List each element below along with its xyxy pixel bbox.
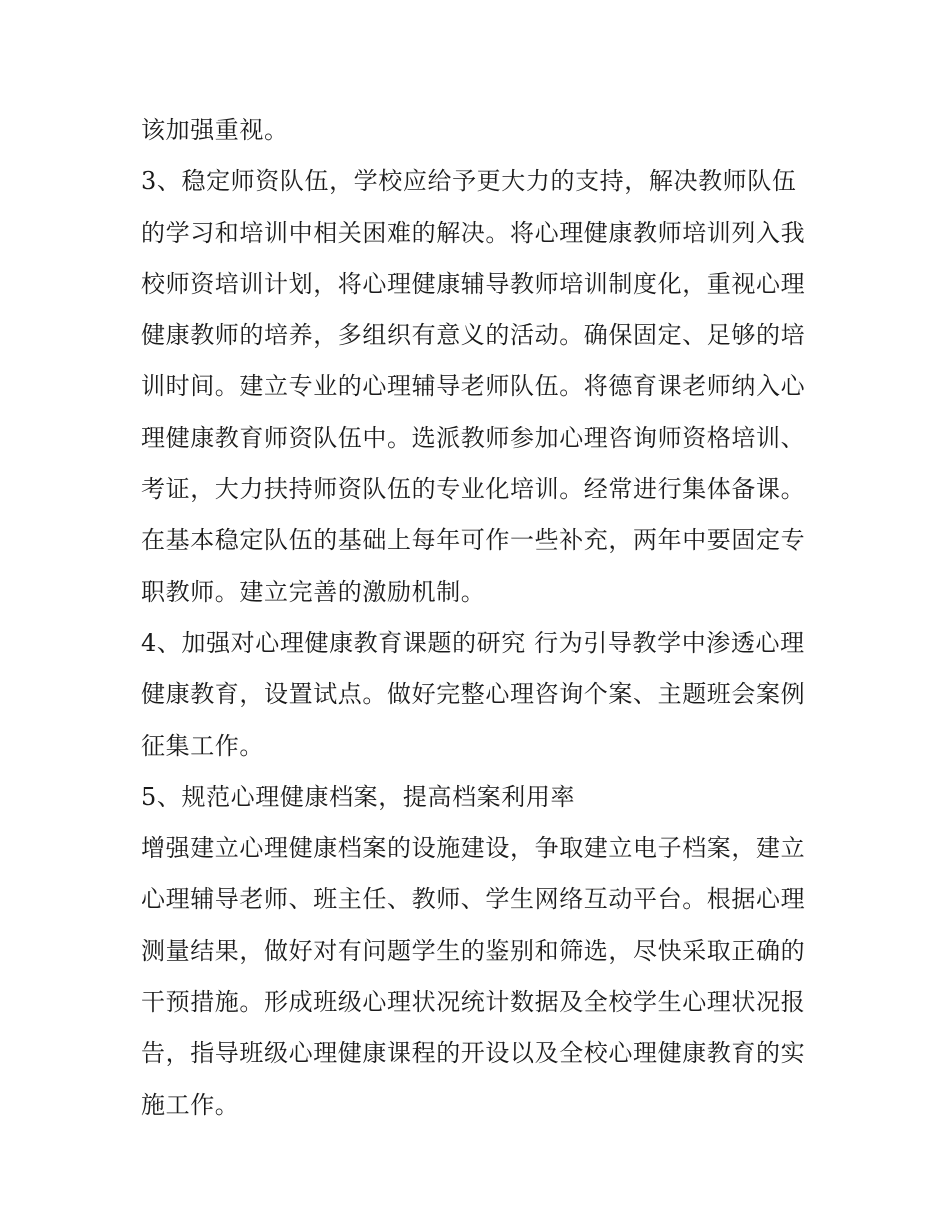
text-line: 测量结果，做好对有问题学生的鉴别和筛选，尽快采取正确的 — [141, 936, 806, 965]
text-line: 告，指导班级心理健康课程的开设以及全校心理健康教育的实 — [141, 1039, 806, 1068]
text-line: 该加强重视。 — [141, 116, 289, 144]
text-line: 4、加强对心理健康教育课题的研究 行为引导教学中渗透心理 — [141, 628, 805, 657]
text-line: 征集工作。 — [141, 731, 264, 760]
text-line: 校师资培训计划，将心理健康辅导教师培训制度化，重视心理 — [141, 269, 806, 298]
text-line: 健康教育，设置试点。做好完整心理咨询个案、主题班会案例 — [141, 680, 806, 709]
text-line: 3、稳定师资队伍，学校应给予更大力的支持，解决教师队伍 — [141, 167, 797, 196]
text-line: 心理辅导老师、班主任、教师、学生网络互动平台。根据心理 — [141, 885, 806, 914]
text-line: 的学习和培训中相关困难的解决。将心理健康教师培训列入我 — [141, 218, 806, 247]
text-line: 考证，大力扶持师资队伍的专业化培训。经常进行集体备课。 — [141, 475, 806, 504]
text-line: 干预措施。形成班级心理状况统计数据及全校学生心理状况报 — [141, 988, 806, 1017]
text-line: 理健康教育师资队伍中。选派教师参加心理咨询师资格培训、 — [141, 423, 806, 452]
body-text — [141, 105, 821, 1131]
text-line: 健康教师的培养，多组织有意义的活动。确保固定、足够的培 — [141, 321, 806, 350]
text-line: 施工作。 — [141, 1090, 240, 1119]
text-line: 增强建立心理健康档案的设施建设，争取建立电子档案，建立 — [141, 834, 806, 863]
text-line: 训时间。建立专业的心理辅导老师队伍。将德育课老师纳入心 — [141, 372, 806, 401]
text-line: 在基本稳定队伍的基础上每年可作一些补充，两年中要固定专 — [141, 526, 806, 555]
text-line: 5、规范心理健康档案，提高档案利用率 — [141, 782, 576, 811]
text-line: 职教师。建立完善的激励机制。 — [141, 577, 486, 606]
